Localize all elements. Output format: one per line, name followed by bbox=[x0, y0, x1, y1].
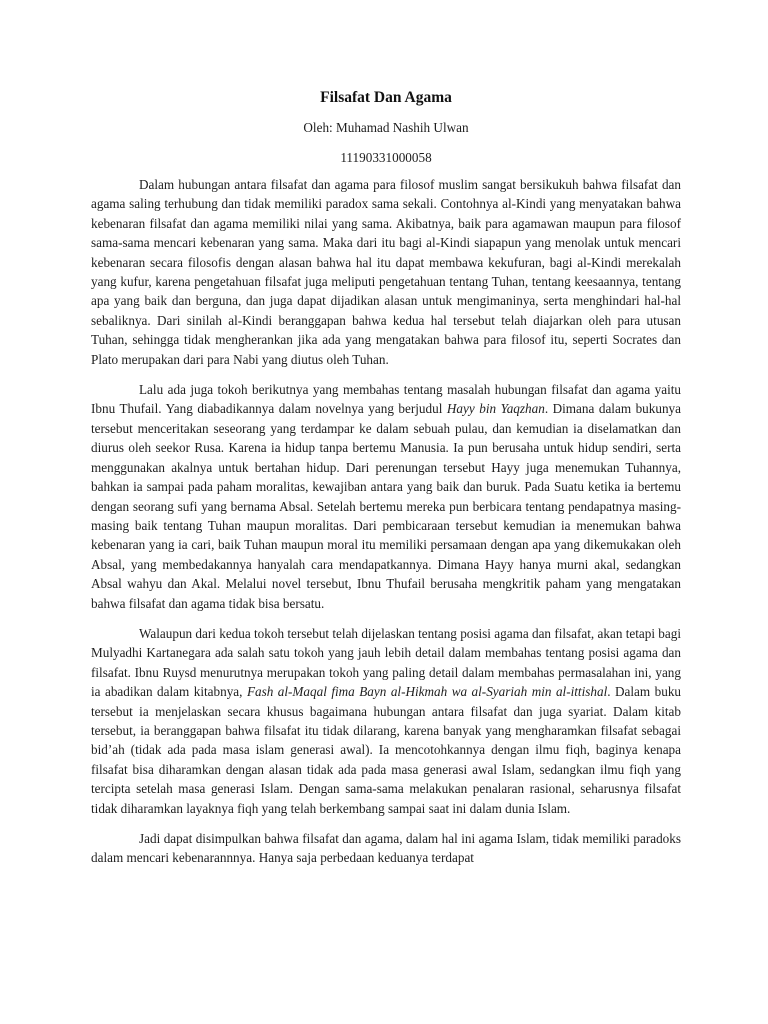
paragraph-3-text-before: Walaupun dari kedua tokoh tersebut telah dijelaskan tentang posisi agama dan filsafat, akan tetapi bagi Mulyadhi Kartanegara ada salah satu tokoh yang jauh lebih detail dalam membahas tentang posisi agama dan filsafat. Ibnu Ruysd menurutnya merupakan tokoh yang paling detail dalam membahas permasalahan ini, yang ia abadikan dalam kitabnya, bbox=[91, 625, 682, 700]
document-page bbox=[91, 88, 681, 879]
paragraph-2-text-before: Lalu ada juga tokoh berikutnya yang membahas tentang masalah hubungan filsafat dan agama yaitu Ibnu Thufail. Yang diabadikannya dalam novelnya yang berjudul bbox=[91, 382, 681, 417]
paragraph-3-text-after: . Dalam buku tersebut ia menjelaskan secara khusus bagaimana hubungan antara filsafat dan juga syariat. Dalam kitab tersebut, ia beranggapan bahwa filsafat itu tidak dilarang, karena banyak yang mengharamkan filsafat sebagai bid’ah (tidak ada pada masa islam generasi awal). Ia mencotohkannya dengan ilmu fiqh, baginya kenapa filsafat bisa diharamkan dengan alasan tidak ada pada masa generasi awal Islam, sedangkan ilmu fiqh yang tercipta setelah masa generasi Islam. Dengan sama-sama melakukan penalaran rasional, seharusnya filsafat tidak diharamkan layaknya fiqh yang telah berkembang sampai saat ini dalam dunia Islam. bbox=[91, 684, 682, 816]
author-line: Oleh: Muhamad Nashih Ulwan bbox=[303, 120, 469, 135]
student-id: 11190331000058 bbox=[340, 150, 432, 165]
book-title-fash-al-maqal: Fash al-Maqal fima Bayn al-Hikmah wa al-Syariah min al-ittishal bbox=[246, 684, 608, 700]
paragraph-1: Dalam hubungan antara filsafat dan agama para filosof muslim sangat bersikukuh bahwa filsafat dan agama saling terhubung dan tidak memiliki paradox sama sekali. Contohnya al-Kindi yang menyatakan bahwa kebenaran filsafat dan agama memiliki nilai yang sama. Akibatnya, baik para agamawan maupun para filosof sama-sama mencari kebenaran yang sama. Maka dari itu bagi al-Kindi siapapun yang menolak untuk mencari kebenaran secara filosofis dengan alasan bahwa hal itu dapat membawa kekufuran, bagi al-Kindi merekalah yang kufur, karena pengetahuan filsafat juga meliputi pengetahuan tentang Tuhan, tentang keesaannya, tentang apa yang baik dan berguna, dan juga dapat dijadikan alasan untuk mengimaninya, serta menghindari hal-hal sebaliknya. Dari sinilah al-Kindi beranggapan bahwa kedua hal tersebut telah diajarkan oleh para utusan Tuhan, sehingga tidak mengherankan jika ada yang mengatakan bahwa para filosof itu, seperti Socrates dan Plato merupakan dari para Nabi yang diutus oleh Tuhan. bbox=[91, 177, 681, 367]
document-title: Filsafat Dan Agama bbox=[320, 89, 452, 106]
paragraph-2 bbox=[91, 380, 681, 613]
paragraph-2-text-after: . Dimana dalam bukunya tersebut menceritakan seseorang yang terdampar ke dalam sebuah pulau, dan kemudian ia diselamatkan dan diurus oleh seekor Rusa. Karena ia hidup tanpa bertemu Manusia. Ia pun berusaha untuk hidup sendiri, serta menggunakan akalnya untuk bertahan hidup. Dari perenungan tersebut Hayy juga menemukan Tuhannya, bahkan ia sampai pada paham moralitas, kewajiban antara yang baik dan buruk. Pada Suatu ketika ia bertemu dengan seorang sufi yang bernama Absal. Setelah bertemu mereka pun berbicara tentang pendapatnya masing-masing baik tentang Tuhan maupun moralitas. Dari pembicaraan tersebut kemudian ia menemukan bahwa kebenaran yang ia cari, baik Tuhan maupun moral itu memiliki persamaan dengan apa yang dikemukakan oleh Absal, yang membedakannya hanyalah cara mendapatkannya. Dimana Hayy hanya murni akal, sedangkan Absal wahyu dan Akal. Melalui novel tersebut, Ibnu Thufail berusaha mengkritik paham yang mengatakan bahwa filsafat dan agama tidak bisa bersatu. bbox=[91, 401, 682, 611]
book-title-hayy-bin-yaqzhan: Hayy bin Yaqzhan bbox=[446, 401, 545, 417]
paragraph-4: Jadi dapat disimpulkan bahwa filsafat dan agama, dalam hal ini agama Islam, tidak memiliki paradoks dalam mencari kebenarannnya. Hanya saja perbedaan keduanya terdapat bbox=[91, 831, 681, 866]
paragraph-3 bbox=[91, 624, 681, 818]
